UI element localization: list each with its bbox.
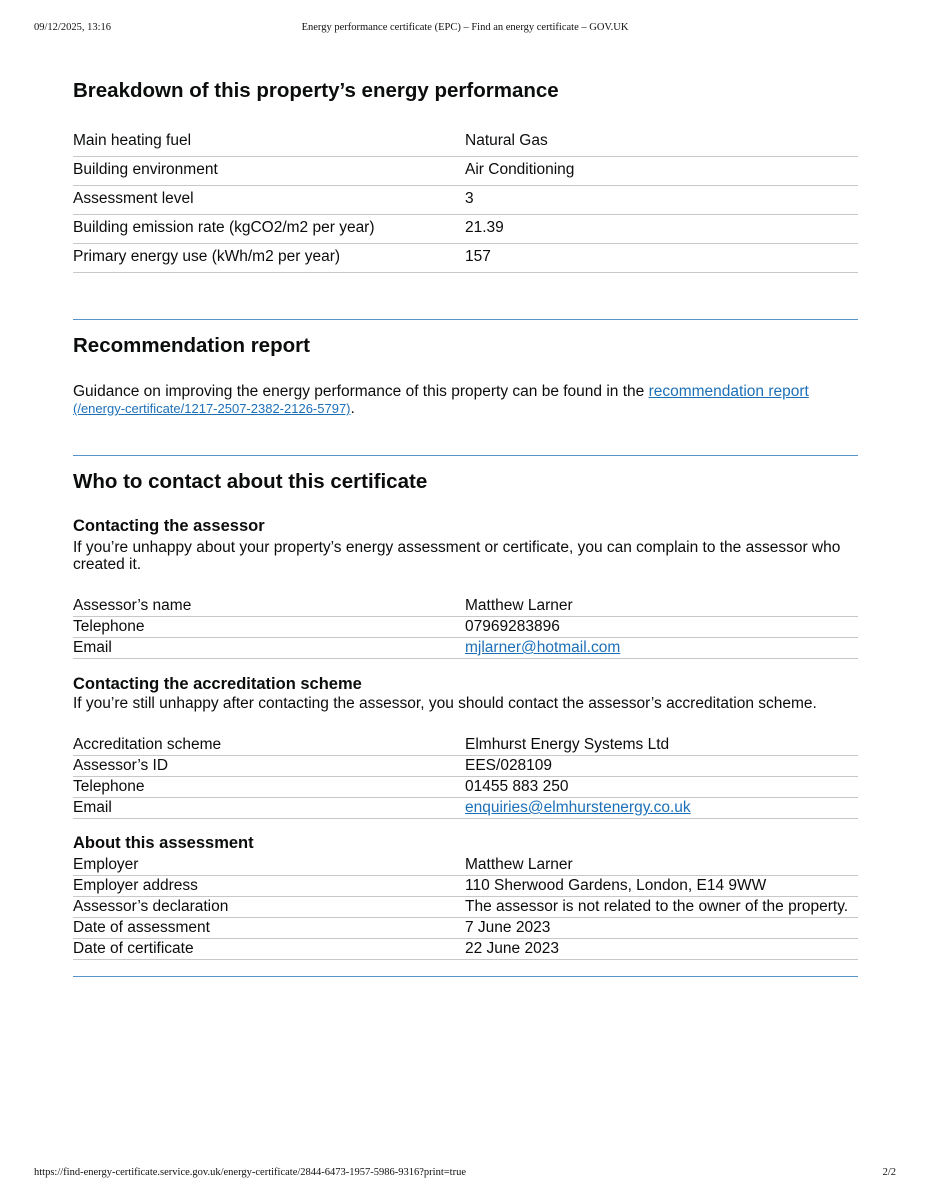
recommendation-report-url[interactable]: (/energy-certificate/1217-2507-2382-2126-5797) bbox=[73, 401, 351, 416]
table-row bbox=[73, 617, 858, 638]
scheme-table bbox=[73, 735, 858, 819]
breakdown-table bbox=[73, 128, 858, 273]
row-label: Assessor’s name bbox=[73, 597, 192, 614]
assessor-email-link[interactable]: mjlarner@hotmail.com bbox=[465, 639, 621, 656]
table-row bbox=[73, 777, 858, 798]
section-divider bbox=[73, 976, 858, 977]
recommendation-report-link[interactable]: recommendation report bbox=[648, 383, 809, 400]
recommendation-text-after: . bbox=[350, 400, 355, 417]
table-row bbox=[73, 939, 858, 960]
row-value: Matthew Larner bbox=[465, 597, 573, 614]
about-heading: About this assessment bbox=[73, 834, 254, 852]
row-value: 21.39 bbox=[465, 219, 504, 236]
assessor-table bbox=[73, 596, 858, 659]
row-label: Assessor’s ID bbox=[73, 757, 169, 774]
table-row bbox=[73, 596, 858, 617]
assessor-heading: Contacting the assessor bbox=[73, 517, 265, 535]
scheme-email-link[interactable]: enquiries@elmhurstenergy.co.uk bbox=[465, 799, 691, 816]
row-value: 01455 883 250 bbox=[465, 778, 569, 795]
recommendation-text-before: Guidance on improving the energy performance of this property can be found in the bbox=[73, 383, 649, 400]
row-label: Telephone bbox=[73, 618, 145, 635]
row-value: Matthew Larner bbox=[465, 856, 573, 873]
about-table bbox=[73, 855, 858, 960]
table-row bbox=[73, 735, 858, 756]
scheme-heading: Contacting the accreditation scheme bbox=[73, 675, 362, 693]
row-label: Assessment level bbox=[73, 190, 194, 207]
row-label: Email bbox=[73, 799, 112, 816]
row-value: 22 June 2023 bbox=[465, 940, 559, 957]
table-row bbox=[73, 215, 858, 244]
table-row bbox=[73, 638, 858, 659]
table-row bbox=[73, 876, 858, 897]
row-value: 110 Sherwood Gardens, London, E14 9WW bbox=[465, 877, 767, 894]
contact-heading: Who to contact about this certificate bbox=[73, 470, 428, 493]
table-row bbox=[73, 855, 858, 876]
table-row bbox=[73, 756, 858, 777]
row-label: Email bbox=[73, 639, 112, 656]
row-label: Date of assessment bbox=[73, 919, 210, 936]
table-row bbox=[73, 918, 858, 939]
print-page-title: Energy performance certificate (EPC) – Find an energy certificate – GOV.UK bbox=[301, 22, 629, 33]
scheme-text: If you’re still unhappy after contacting the assessor, you should contact the assessor’s accreditation scheme. bbox=[73, 695, 817, 712]
row-label: Date of certificate bbox=[73, 940, 194, 957]
row-value: Natural Gas bbox=[465, 132, 548, 149]
row-label: Telephone bbox=[73, 778, 145, 795]
row-label: Assessor’s declaration bbox=[73, 898, 229, 915]
row-value: Elmhurst Energy Systems Ltd bbox=[465, 736, 670, 753]
row-value: 3 bbox=[465, 190, 474, 207]
row-value: The assessor is not related to the owner of the property. bbox=[465, 898, 849, 915]
row-label: Building environment bbox=[73, 161, 218, 178]
table-row bbox=[73, 186, 858, 215]
table-row bbox=[73, 157, 858, 186]
section-divider bbox=[73, 319, 858, 320]
section-divider bbox=[73, 455, 858, 456]
print-url: https://find-energy-certificate.service.gov.uk/energy-certificate/2844-6473-1957-5986-9316?print=true bbox=[34, 1167, 466, 1178]
print-datetime: 09/12/2025, 13:16 bbox=[34, 22, 112, 33]
table-row bbox=[73, 798, 858, 819]
row-label: Employer address bbox=[73, 877, 198, 894]
breakdown-heading: Breakdown of this property’s energy performance bbox=[73, 79, 559, 102]
row-label: Building emission rate (kgCO2/m2 per year) bbox=[73, 219, 375, 236]
recommendation-text bbox=[73, 383, 858, 417]
row-label: Employer bbox=[73, 856, 139, 873]
table-row bbox=[73, 128, 858, 157]
row-label: Primary energy use (kWh/m2 per year) bbox=[73, 248, 341, 265]
row-value: 7 June 2023 bbox=[465, 919, 551, 936]
row-value: 157 bbox=[465, 248, 491, 265]
recommendation-heading: Recommendation report bbox=[73, 334, 310, 357]
assessor-text: If you’re unhappy about your property’s energy assessment or certificate, you can complain to the assessor who created it. bbox=[73, 539, 841, 573]
row-label: Accreditation scheme bbox=[73, 736, 222, 753]
row-label: Main heating fuel bbox=[73, 132, 192, 149]
row-value: EES/028109 bbox=[465, 757, 553, 774]
print-page-number: 2/2 bbox=[882, 1167, 896, 1178]
row-value: 07969283896 bbox=[465, 618, 560, 635]
row-value: Air Conditioning bbox=[465, 161, 575, 178]
table-row bbox=[73, 897, 858, 918]
table-row bbox=[73, 244, 858, 273]
